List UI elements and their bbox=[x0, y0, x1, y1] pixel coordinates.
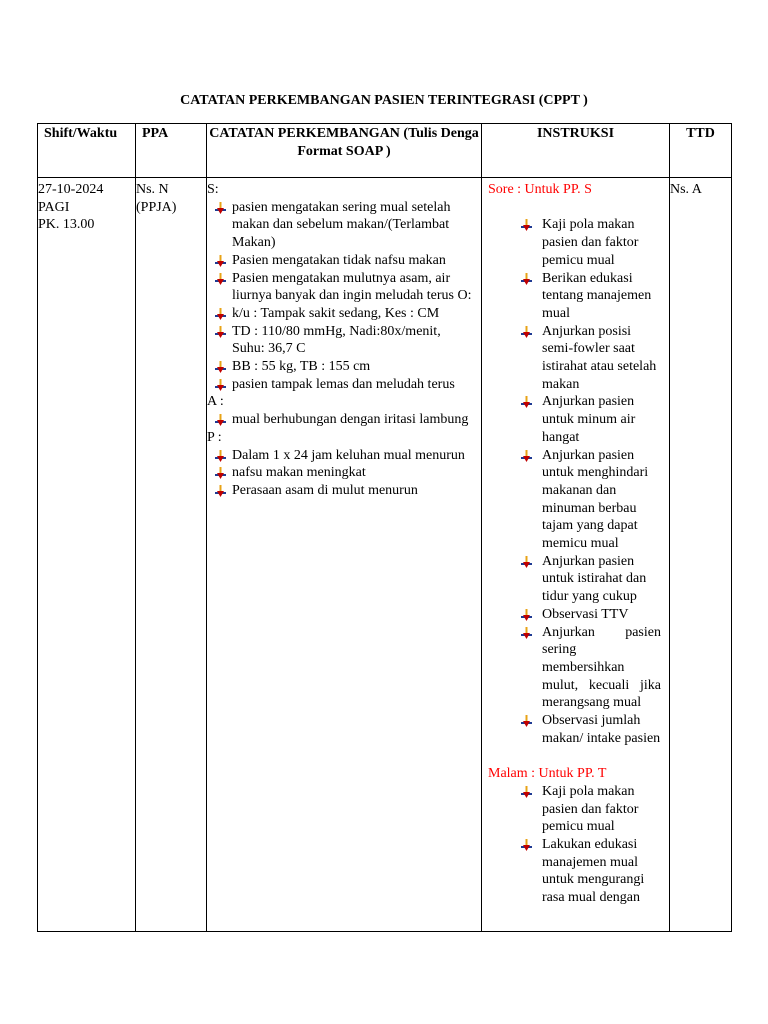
list-item-text: Anjurkan pasien untuk minum air hangat bbox=[542, 394, 636, 445]
header-ppa: PPA bbox=[136, 124, 207, 178]
list-item bbox=[488, 216, 661, 269]
ppa-name: Ns. N bbox=[136, 182, 169, 197]
list-item bbox=[488, 783, 661, 836]
down-arrow-bullet-icon bbox=[214, 326, 227, 339]
list-item bbox=[488, 836, 661, 907]
instruksi-sore-label: Sore : Untuk PP. S bbox=[488, 182, 592, 197]
soap-p-list bbox=[207, 447, 475, 500]
list-item bbox=[207, 411, 475, 429]
list-item bbox=[488, 624, 661, 713]
shift-cell bbox=[38, 178, 136, 932]
soap-a-label: A : bbox=[207, 394, 224, 410]
spacer bbox=[488, 199, 661, 217]
down-arrow-bullet-icon bbox=[520, 627, 533, 640]
list-item bbox=[488, 553, 661, 606]
header-shift-waktu: Shift/Waktu bbox=[38, 124, 136, 178]
soap-s-list bbox=[207, 199, 475, 305]
list-item bbox=[488, 393, 661, 446]
list-item bbox=[207, 323, 475, 358]
table-row bbox=[38, 178, 732, 932]
list-item-text: Pasien mengatakan mulutnya asam, air liurnya banyak dan ingin meludah terus O: bbox=[232, 270, 472, 304]
header-ttd: TTD bbox=[670, 124, 732, 178]
list-item bbox=[207, 270, 475, 305]
list-item-text: TD : 110/80 mmHg, Nadi:80x/menit, Suhu: 36,7 C bbox=[232, 323, 441, 357]
list-item bbox=[207, 376, 475, 394]
down-arrow-bullet-icon bbox=[520, 556, 533, 569]
down-arrow-bullet-icon bbox=[520, 715, 533, 728]
table-header-row bbox=[38, 124, 732, 178]
down-arrow-bullet-icon bbox=[214, 467, 227, 480]
header-catatan-perkembangan: CATATAN PERKEMBANGAN (Tulis Denga Format SOAP ) bbox=[207, 124, 482, 178]
list-item-text: nafsu makan meningkat bbox=[232, 465, 366, 481]
instruksi-cell bbox=[482, 178, 670, 932]
down-arrow-bullet-icon bbox=[214, 255, 227, 268]
list-item-text: mual berhubungan dengan iritasi lambung bbox=[232, 412, 469, 428]
instruksi-sore-list bbox=[488, 216, 661, 747]
spacer bbox=[488, 747, 661, 765]
down-arrow-bullet-icon bbox=[214, 202, 227, 215]
list-item-text: Kaji pola makan pasien dan faktor pemicu mual bbox=[542, 217, 639, 268]
soap-a-list bbox=[207, 411, 475, 429]
document-title: CATATAN PERKEMBANGAN PASIEN TERINTEGRASI (CPPT ) bbox=[180, 93, 588, 108]
list-item-text: Kaji pola makan pasien dan faktor pemicu mual bbox=[542, 783, 639, 835]
down-arrow-bullet-icon bbox=[214, 273, 227, 286]
soap-p-label: P : bbox=[207, 429, 222, 445]
list-item bbox=[207, 447, 475, 465]
soap-o-list bbox=[207, 305, 475, 394]
header-instruksi: INSTRUKSI bbox=[482, 124, 670, 178]
list-item bbox=[207, 305, 475, 323]
list-item bbox=[207, 464, 475, 482]
list-item bbox=[207, 358, 475, 376]
down-arrow-bullet-icon bbox=[520, 839, 533, 852]
list-item-text: Anjurkan pasien sering membersihkan mulut, kecuali jika merangsang mual bbox=[542, 624, 661, 711]
down-arrow-bullet-icon bbox=[520, 786, 533, 799]
list-item-text: k/u : Tampak sakit sedang, Kes : CM bbox=[232, 305, 440, 321]
list-item-text: pasien tampak lemas dan meludah terus bbox=[232, 376, 455, 392]
down-arrow-bullet-icon bbox=[214, 414, 227, 427]
list-item-text: Anjurkan posisi semi-fowler saat istirahat atau setelah makan bbox=[542, 323, 657, 392]
down-arrow-bullet-icon bbox=[520, 609, 533, 622]
list-item-text: pasien mengatakan sering mual setelah makan dan sebelum makan/(Terlambat Makan) bbox=[232, 199, 451, 251]
list-item-text: Lakukan edukasi manajemen mual untuk mengurangi rasa mual dengan bbox=[542, 836, 645, 906]
list-item bbox=[488, 606, 661, 624]
list-item bbox=[207, 252, 475, 270]
down-arrow-bullet-icon bbox=[520, 326, 533, 339]
list-item-text: Anjurkan pasien untuk istirahat dan tidur yang cukup bbox=[542, 553, 647, 605]
list-item-text: Pasien mengatakan tidak nafsu makan bbox=[232, 252, 446, 268]
list-item-text: Observasi jumlah makan/ intake pasien bbox=[542, 713, 661, 746]
shift-time: PK. 13.00 bbox=[38, 217, 95, 233]
down-arrow-bullet-icon bbox=[520, 450, 533, 463]
instruksi-malam-list bbox=[488, 783, 661, 907]
ttd-cell bbox=[670, 178, 732, 932]
soap-s-label: S: bbox=[207, 182, 219, 197]
soap-cell bbox=[207, 178, 482, 932]
list-item-text: Observasi TTV bbox=[542, 606, 629, 622]
list-item-text: Berikan edukasi tentang manajemen mual bbox=[542, 270, 652, 321]
down-arrow-bullet-icon bbox=[520, 396, 533, 409]
list-item-text: Dalam 1 x 24 jam keluhan mual menurun bbox=[232, 447, 465, 463]
list-item bbox=[207, 482, 475, 500]
down-arrow-bullet-icon bbox=[214, 379, 227, 392]
list-item-text: Anjurkan pasien untuk menghindari makanan dan minuman berbau tajam yang dapat memicu mual bbox=[542, 447, 649, 552]
shift-date: 27-10-2024 bbox=[38, 182, 104, 197]
cppt-table bbox=[37, 123, 732, 932]
down-arrow-bullet-icon bbox=[520, 219, 533, 232]
down-arrow-bullet-icon bbox=[214, 485, 227, 498]
ttd-signature: Ns. A bbox=[670, 182, 702, 197]
shift-name: PAGI bbox=[38, 199, 70, 215]
ppa-role: (PPJA) bbox=[136, 199, 177, 215]
down-arrow-bullet-icon bbox=[520, 273, 533, 286]
instruksi-malam-label: Malam : Untuk PP. T bbox=[488, 766, 607, 782]
list-item-text: Perasaan asam di mulut menurun bbox=[232, 482, 418, 498]
list-item bbox=[488, 712, 661, 747]
list-item bbox=[488, 270, 661, 323]
down-arrow-bullet-icon bbox=[214, 361, 227, 374]
down-arrow-bullet-icon bbox=[214, 450, 227, 463]
list-item-text: BB : 55 kg, TB : 155 cm bbox=[232, 359, 371, 375]
ppa-cell bbox=[136, 178, 207, 932]
list-item bbox=[488, 323, 661, 394]
list-item bbox=[488, 447, 661, 553]
down-arrow-bullet-icon bbox=[214, 308, 227, 321]
list-item bbox=[207, 199, 475, 252]
